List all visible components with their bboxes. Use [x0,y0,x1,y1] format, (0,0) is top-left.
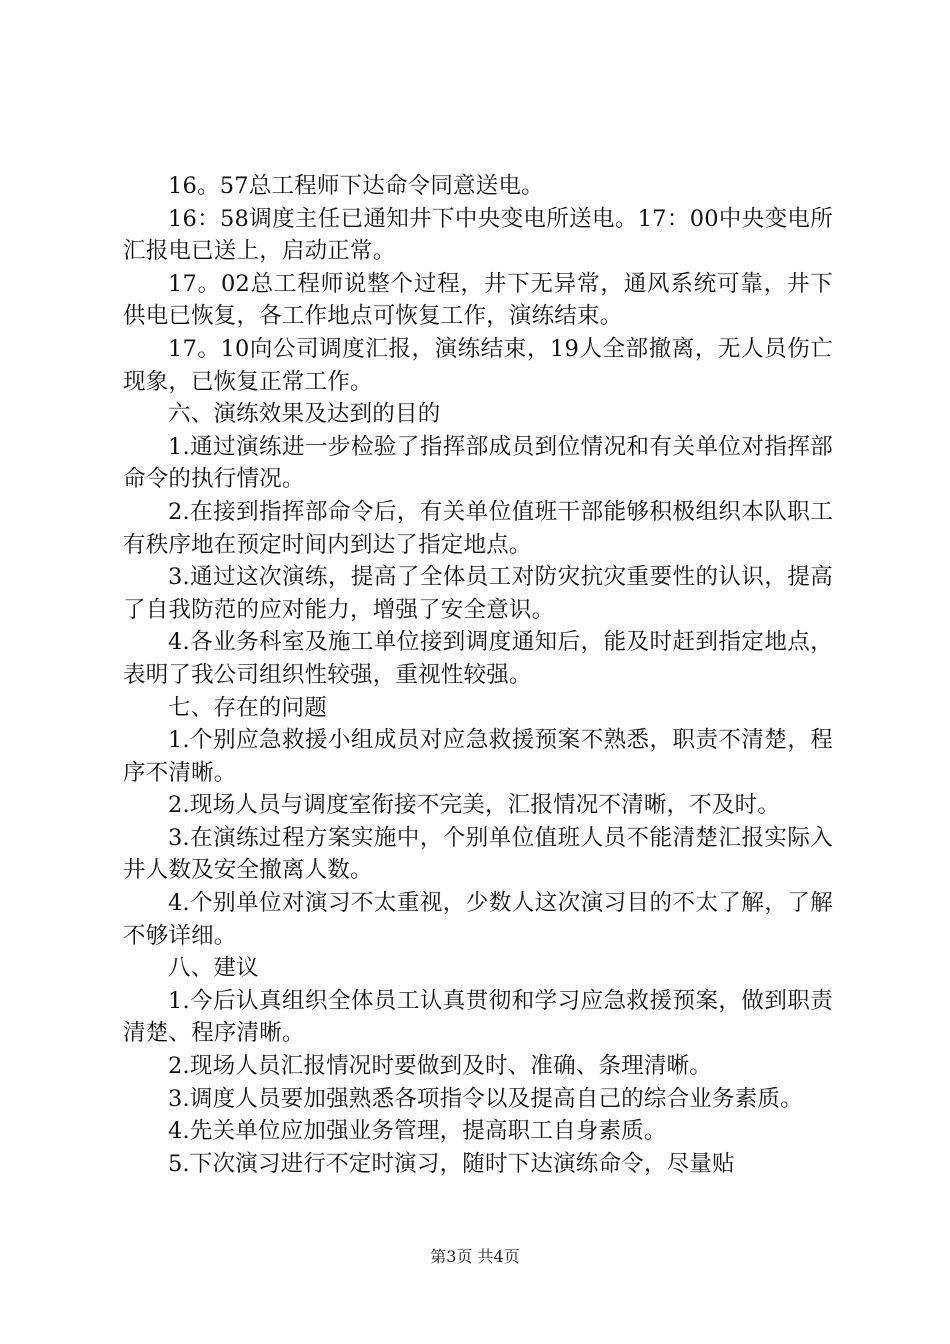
paragraph-4: 17。10向公司调度汇报，演练结束，19人全部撤离，无人员伤亡现象，已恢复正常工作。 [123,335,833,395]
paragraph-7-1: 1.个别应急救援小组成员对应急救援预案不熟悉，职责不清楚，程序不清晰。 [123,727,833,786]
paragraph-8-1: 1.今后认真组织全体员工认真贯彻和学习应急救援预案，做到职责清楚、程序清晰。 [123,987,833,1047]
paragraph-6-4: 4.各业务科室及施工单位接到调度通知后，能及时赶到指定地点，表明了我公司组织性较强，重视性较强。 [123,629,833,688]
paragraph-8-3: 3.调度人员要加强熟悉各项指令以及提高自己的综合业务素质。 [168,1085,803,1112]
document-body [123,170,833,1180]
page-footer: 第3页 共4页 [430,1247,520,1266]
paragraph-8-2: 2.现场人员汇报情况时要做到及时、准确、条理清晰。 [168,1053,712,1080]
section-heading-6: 六、演练效果及达到的目的 [168,401,441,428]
paragraph-6-2: 2.在接到指挥部命令后，有关单位值班干部能够积极组织本队职工有秩序地在预定时间内到达了指定地点。 [123,498,833,558]
paragraph-1: 16。57总工程师下达命令同意送电。 [168,173,544,199]
paragraph-7-2: 2.现场人员与调度室衔接不完美，汇报情况不清晰，不及时。 [168,792,781,819]
paragraph-2: 16：58调度主任已通知井下中央变电所送电。17：00中央变电所汇报电已送上，启动正常。 [123,205,833,265]
paragraph-7-4: 4.个别单位对演习不太重视，少数人这次演习目的不太了解，了解不够详细。 [123,890,833,949]
paragraph-8-5: 5.下次演习进行不定时演习，随时下达演练命令，尽量贴 [168,1150,735,1177]
paragraph-8-4: 4.先关单位应加强业务管理，提高职工自身素质。 [168,1118,667,1145]
paragraph-6-1: 1.通过演练进一步检验了指挥部成员到位情况和有关单位对指挥部命令的执行情况。 [123,433,833,493]
section-heading-8: 八、建议 [168,955,259,982]
paragraph-6-3: 3.通过这次演练，提高了全体员工对防灾抗灾重要性的认识，提高了自我防范的应对能力，增强了安全意识。 [123,564,833,623]
section-heading-7: 七、存在的问题 [168,694,327,721]
paragraph-3: 17。02总工程师说整个过程，井下无异常，通风系统可靠，井下供电已恢复，各工作地点可恢复工作，演练结束。 [123,270,833,330]
paragraph-7-3: 3.在演练过程方案实施中，个别单位值班人员不能清楚汇报实际入井人数及安全撤离人数。 [123,824,833,884]
